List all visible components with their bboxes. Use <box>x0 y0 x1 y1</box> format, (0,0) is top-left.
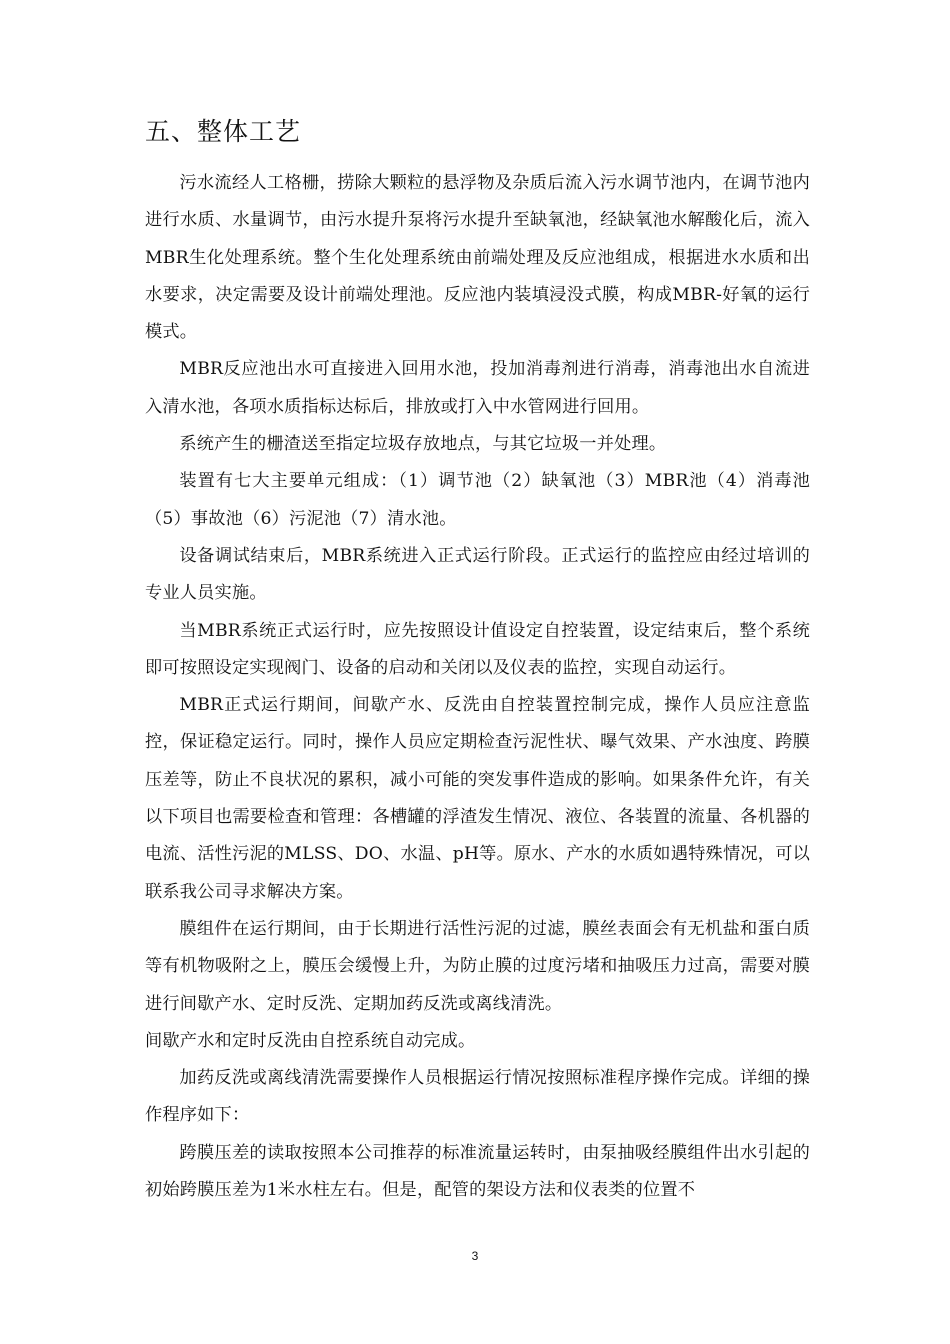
paragraph-screenings: 系统产生的栅渣送至指定垃圾存放地点，与其它垃圾一并处理。 <box>179 434 667 455</box>
paragraph-process-flow: 污水流经人工格栅，捞除大颗粒的悬浮物及杂质后流入污水调节池内，在调节池内进行水质、水量调节，由污水提升泵将污水提升至缺氧池，经缺氧池水解酸化后，流入MBR生化处理系统。整个生化处理系统由前端处理及反应池组成，根据进水水质和出水要求，决定需要及设计前端处理池。反应池内装填浸没式膜，构成MBR-好氧的运行模式。 <box>145 173 810 343</box>
paragraph-auto-backwash: 间歇产水和定时反洗由自控系统自动完成。 <box>145 1030 476 1051</box>
section-heading: 五、整体工艺 <box>145 117 302 146</box>
paragraph-operation-monitoring: MBR正式运行期间，间歇产水、反洗由自控装置控制完成，操作人员应注意监控，保证稳定运行。同时，操作人员应定期检查污泥性状、曝气效果、产水浊度、跨膜压差等，防止不良状况的累积，减小可能的突发事件造成的影响。如果条件允许，有关以下项目也需要检查和管理：各槽罐的浮渣发生情况、液位、各装置的流量、各机器的电流、活性污泥的MLSS、DO、水温、pH等。原水、产水的水质如遇特殊情况，可以联系我公司寻求解决方案。 <box>145 695 810 902</box>
page-number: 3 <box>471 1249 479 1263</box>
paragraph-chemical-cleaning: 加药反洗或离线清洗需要操作人员根据运行情况按照标准程序操作完成。详细的操作程序如下： <box>145 1068 810 1126</box>
paragraph-tmp-reading: 跨膜压差的读取按照本公司推荐的标准流量运转时，由泵抽吸经膜组件出水引起的初始跨膜压差为1米水柱左右。但是，配管的架设方法和仪表类的位置不 <box>145 1142 810 1201</box>
paragraph-mbr-outflow: MBR反应池出水可直接进入回用水池，投加消毒剂进行消毒，消毒池出水自流进入清水池，各项水质指标达标后，排放或打入中水管网进行回用。 <box>145 359 810 417</box>
paragraph-commissioning: 设备调试结束后，MBR系统进入正式运行阶段。正式运行的监控应由经过培训的专业人员实施。 <box>145 545 810 604</box>
body-text <box>145 165 810 1209</box>
paragraph-membrane-fouling: 膜组件在运行期间，由于长期进行活性污泥的过滤，膜丝表面会有无机盐和蛋白质等有机物吸附之上，膜压会缓慢上升，为防止膜的过度污堵和抽吸压力过高，需要对膜进行间歇产水、定时反洗、定期加药反洗或离线清洗。 <box>145 918 810 1014</box>
paragraph-units: 装置有七大主要单元组成：（1）调节池（2）缺氧池（3）MBR池（4）消毒池（5）事故池（6）污泥池（7）清水池。 <box>145 471 810 529</box>
paragraph-auto-control: 当MBR系统正式运行时，应先按照设计值设定自控装置，设定结束后，整个系统即可按照设定实现阀门、设备的启动和关闭以及仪表的监控，实现自动运行。 <box>145 620 810 678</box>
